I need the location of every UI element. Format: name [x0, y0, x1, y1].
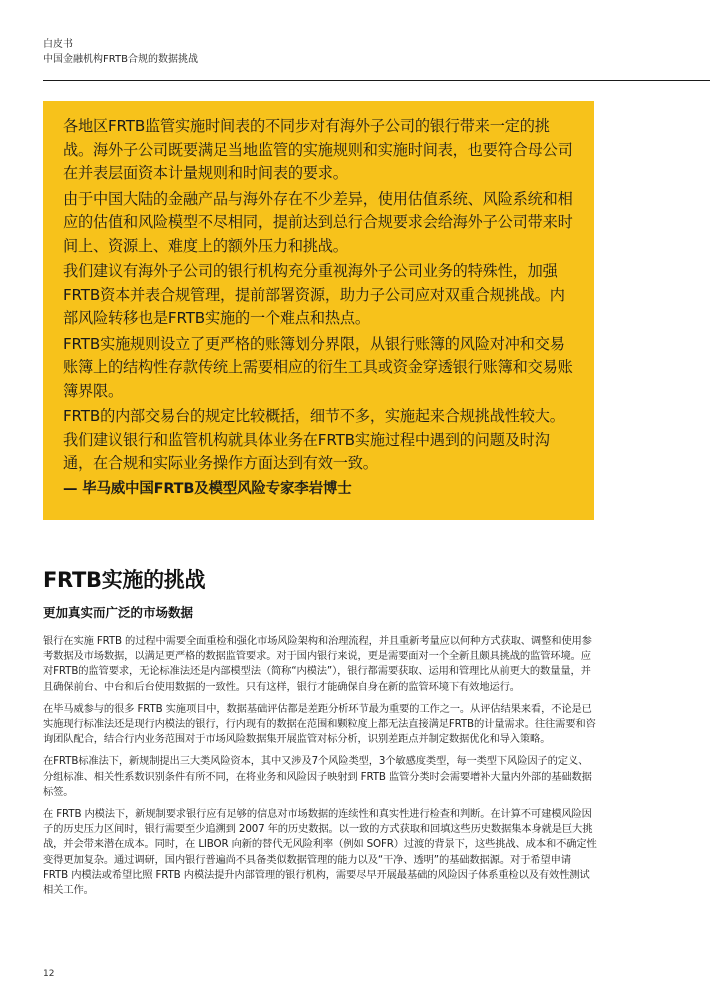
subsection-title: 更加真实而广泛的市场数据: [43, 605, 194, 620]
page-number: 12: [43, 969, 55, 979]
quote-paragraph: 各地区FRTB监管实施时间表的不同步对有海外子公司的银行带来一定的挑战。海外子公司既要满足当地监管的实施规则和实施时间表，也要符合母公司在并表层面资本计量规则和时间表的要求。: [63, 117, 573, 182]
body-paragraph: 在 FRTB 内模法下，新规制要求银行应有足够的信息对市场数据的连续性和真实性进行检查和判断。在计算不可建模风险因子的历史压力区间时，银行需要至少追溯到 2007 年的历史数据。以一致的方式获取和回填这些历史数据集本身就是巨大挑战，并会带来潜在成本。同时，在 LIBOR 向新的替代无风险利率（例如 SOFR）过渡的背景下，这些挑战、成本和不确定性变得更加复杂。通过调研，国内银行普遍尚不具备类似数据管理的能力以及“干净、透明”的基础数据源。对于希望申请 FRTB 内模法或希望比照 FRTB 内模法提升内部管理的银行机构，需要尽早开展最基础的风险因子体系重检以及有效性测试相关工作。: [43, 808, 597, 897]
body-paragraph: 在毕马威参与的很多 FRTB 实施项目中，数据基础评估都是差距分析环节最为重要的工作之一。从评估结果来看，不论是已实施现行标准法还是现行内模法的银行，行内现有的数据在范围和颗粒度上都无法直接满足FRTB的计量需求。往往需要和咨询团队配合，结合行内业务范围对于市场风险数据集开展监管对标分析，识别差距点并制定数据优化和导入策略。: [43, 702, 596, 746]
body-paragraph: 在FRTB标准法下，新规制提出三大类风险资本，其中又涉及7个风险类型，3个敏感度类型，每一类型下风险因子的定义、分组标准、相关性系数识别条件有所不同，在将业务和风险因子映射到 FRTB 监管分类时会需要增补大量内外部的基础数据标签。: [43, 755, 592, 798]
quote-callout: [43, 101, 594, 520]
document-type: 白皮书: [43, 39, 73, 50]
quote-author: — 毕马威中国FRTB及模型风险专家李岩博士: [63, 480, 352, 497]
quote-paragraph: FRTB的内部交易台的规定比较概括，细节不多，实施起来合规挑战性较大。我们建议银行和监管机构就具体业务在FRTB实施过程中遇到的问题及时沟通，在合规和实际业务操作方面达到有效一致。: [63, 407, 565, 472]
section-title: FRTB实施的挑战: [43, 568, 206, 592]
quote-paragraph: FRTB实施规则设立了更严格的账簿划分界限，从银行账簿的风险对冲和交易账簿上的结构性存款传统上需要相应的衍生工具或资金穿透银行账簿和交易账簿界限。: [63, 334, 573, 400]
body-paragraph: 银行在实施 FRTB 的过程中需要全面重检和强化市场风险架构和治理流程，并且重新考量应以何种方式获取、调整和使用参考数据及市场数据，以满足更严格的数据监管要求。对于国内银行来说，更是需要面对一个全新且颇具挑战的监管环境。应对FRTB的监管要求，无论标准法还是内部模型法（简称“内模法”），银行都需要获取、运用和管理比从前更大的数量量，并且确保前台、中台和后台使用数据的一致性。只有这样，银行才能确保自身在新的监管环境下有效地运行。: [43, 635, 592, 693]
body-text: [43, 634, 598, 905]
running-header: [43, 38, 683, 67]
header-divider: [43, 80, 710, 81]
document-title: 中国金融机构FRTB合规的数据挑战: [43, 54, 198, 65]
quote-paragraph: 我们建议有海外子公司的银行机构充分重视海外子公司业务的特殊性，加强FRTB资本并表合规管理，提前部署资源，助力子公司应对双重合规挑战。内部风险转移也是FRTB实施的一个难点和热点。: [63, 262, 565, 327]
quote-paragraph: 由于中国大陆的金融产品与海外存在不少差异，使用估值系统、风险系统和相应的估值和风险模型不尽相同，提前达到总行合规要求会给海外子公司带来时间上、资源上、难度上的额外压力和挑战。: [63, 189, 573, 255]
